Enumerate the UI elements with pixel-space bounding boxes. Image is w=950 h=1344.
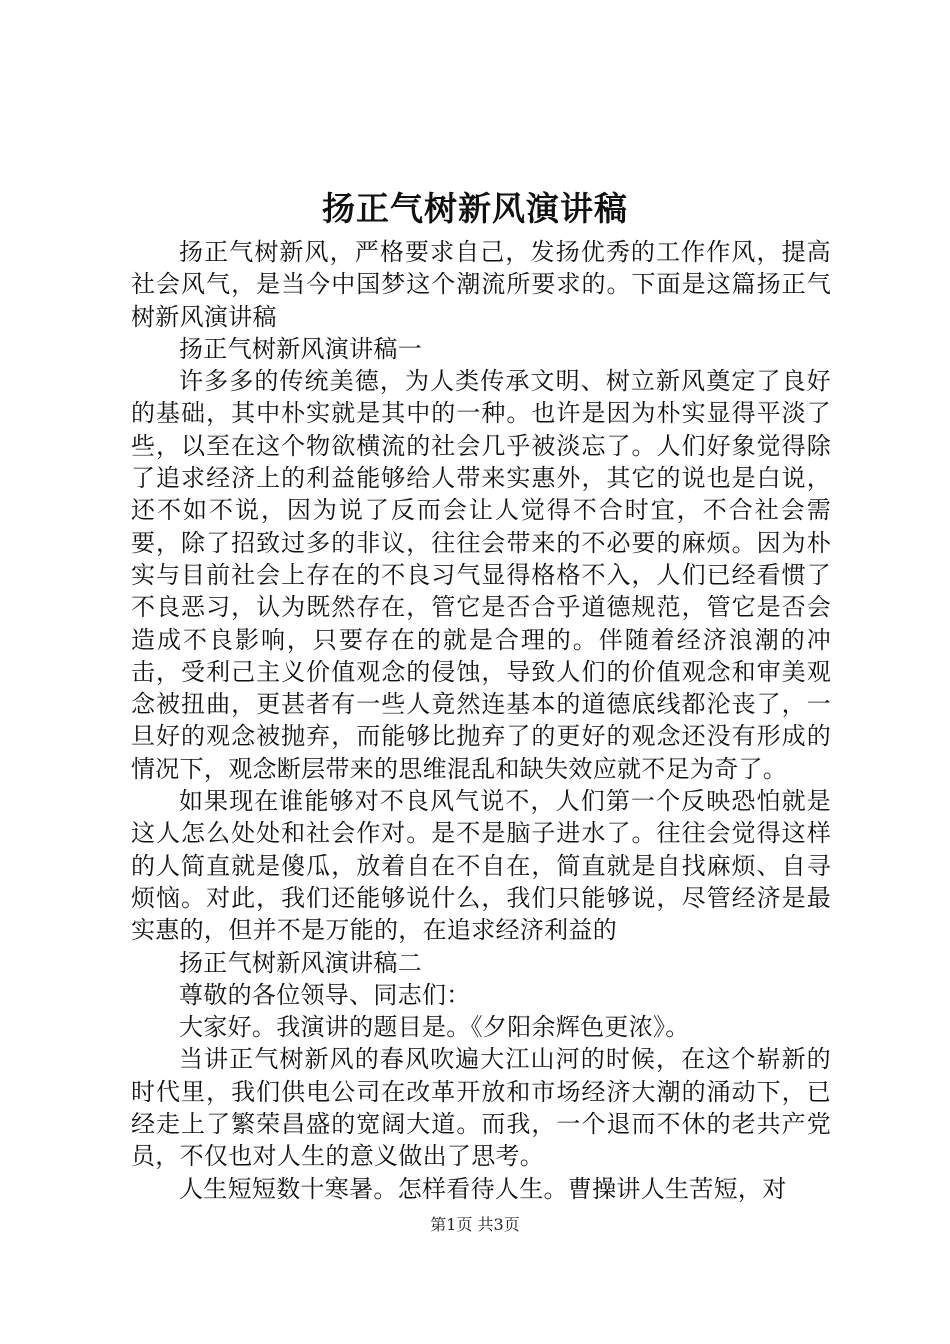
section-heading-two: 扬正气树新风演讲稿二: [179, 948, 422, 977]
page-footer: 第1页 共3页: [430, 1215, 520, 1234]
salutation: 尊敬的各位领导、同志们：: [179, 980, 471, 1009]
section-heading-one: 扬正气树新风演讲稿一: [179, 334, 422, 363]
body-paragraph: 如果现在谁能够对不良风气说不，人们第一个反映恐怕就是这人怎么处处和社会作对。是不是脑子进水了。往往会觉得这样的人简直就是傻瓜，放着自在不自在，简直就是自找麻烦、自寻烦恼。对此，我们还能够说什么，我们只能够说，尽管经济是最实惠的，但并不是万能的，在追求经济利益的: [131, 787, 831, 945]
document-title: 扬正气树新风演讲稿: [322, 189, 628, 228]
body-paragraph: 许多多的传统美德，为人类传承文明、树立新风奠定了良好的基础，其中朴实就是其中的一种。也许是因为朴实显得平淡了些，以至在这个物欲横流的社会几乎被淡忘了。人们好象觉得除了追求经济上的利益能够给人带来实惠外，其它的说也是白说，还不如不说，因为说了反而会让人觉得不合时宜，不合社会需要，除了招致过多的非议，往往会带来的不必要的麻烦。因为朴实与目前社会上存在的不良习气显得格格不入，人们已经看惯了不良恶习，认为既然存在，管它是否合乎道德规范，管它是否会造成不良影响，只要存在的就是合理的。伴随着经济浪潮的冲击，受利己主义价值观念的侵蚀，导致人们的价值观念和审美观念被扭曲，更甚者有一些人竟然连基本的道德底线都沦丧了，一旦好的观念被抛弃，而能够比抛弃了的更好的观念还没有形成的情况下，观念断层带来的思维混乱和缺失效应就不足为奇了。: [131, 367, 831, 783]
body-paragraph: 人生短短数十寒暑。怎样看待人生。曹操讲人生苦短，对: [179, 1174, 787, 1203]
body-paragraph: 当讲正气树新风的春风吹遍大江山河的时候，在这个崭新的时代里，我们供电公司在改革开放和市场经济大潮的涌动下，已经走上了繁荣昌盛的宽阔大道。而我，一个退而不休的老共产党员，不仅也对人生的意义做出了思考。: [131, 1045, 831, 1171]
intro-paragraph: 扬正气树新风，严格要求自己，发扬优秀的工作作风，提高社会风气，是当今中国梦这个潮流所要求的。下面是这篇扬正气树新风演讲稿: [131, 238, 831, 331]
document-body: [131, 236, 831, 1205]
greeting-paragraph: 大家好。我演讲的题目是。《夕阳余辉色更浓》。: [179, 1013, 690, 1042]
